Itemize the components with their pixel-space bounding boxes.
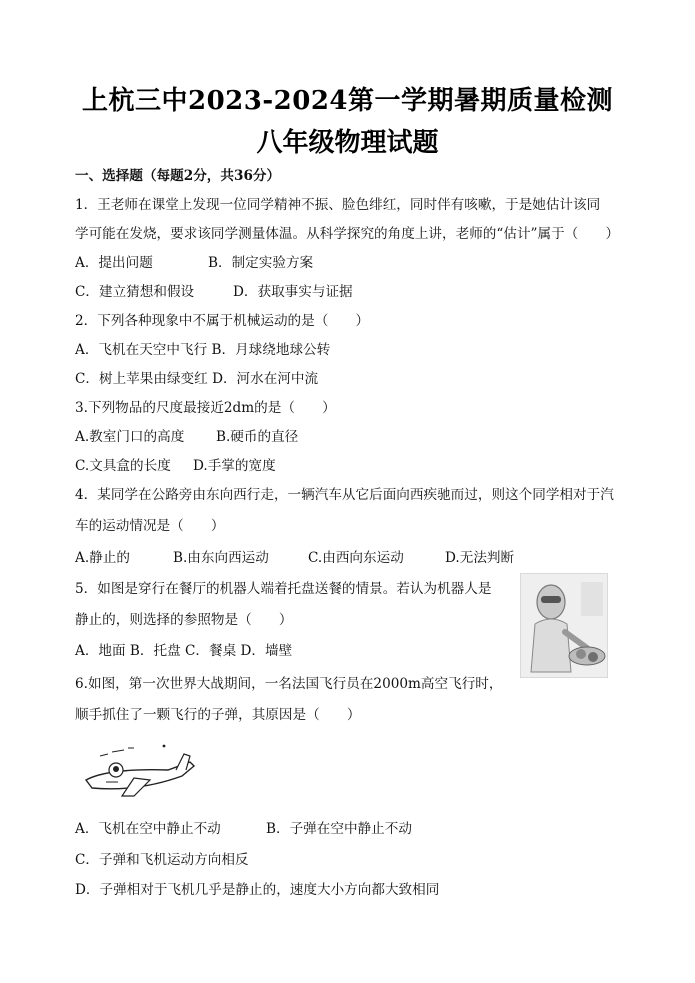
- q3-option-d: D.手掌的宽度: [193, 458, 276, 474]
- q4-options: [75, 549, 515, 567]
- q3-options-row1: [75, 428, 299, 446]
- exam-title: 上杭三中2023-2024第一学期暑期质量检测: [81, 86, 614, 116]
- q1-options-row2: [75, 283, 353, 301]
- q3-option-c: C.文具盒的长度: [75, 458, 171, 474]
- q1-option-b: B．制定实验方案: [208, 255, 314, 271]
- q2-options-cd: C．树上苹果由绿变红 D．河水在河中流: [75, 371, 319, 387]
- q1-stem-line2: 学可能在发烧，要求该同学测量体温。从科学探究的角度上讲，老师的“估计”属于（ ）: [75, 226, 620, 242]
- q6-stem-line1: 6.如图，第一次世界大战期间，一名法国飞行员在2000m高空飞行时，: [75, 676, 503, 692]
- q1-option-a: A．提出问题: [75, 255, 153, 271]
- section-heading: 一、选择题（每题2分，共36分）: [75, 168, 281, 184]
- q6-option-a: A．飞机在空中静止不动: [75, 821, 221, 837]
- q3-options-row2: [75, 457, 276, 475]
- q3-option-b: B.硬币的直径: [216, 429, 299, 445]
- robot-waiter-icon: [521, 574, 607, 677]
- q1-option-d: D．获取事实与证据: [233, 284, 353, 300]
- q4-stem-line1: 4．某同学在公路旁由东向西行走，一辆汽车从它后面向西疾驰而过，则这个同学相对于汽: [75, 487, 614, 503]
- q4-stem-line2: 车的运动情况是（ ）: [75, 518, 225, 534]
- q4-option-a: A.静止的: [75, 550, 130, 566]
- robot-waiter-figure: [520, 573, 608, 678]
- q2-options-ab: A．飞机在天空中飞行 B．月球绕地球公转: [75, 342, 331, 358]
- q6-option-b: B．子弹在空中静止不动: [266, 821, 412, 837]
- q2-stem: 2．下列各种现象中不属于机械运动的是（ ）: [75, 313, 370, 329]
- q4-option-b: B.由东向西运动: [173, 550, 269, 566]
- airplane-icon: [78, 740, 200, 800]
- q6-option-d: D．子弹相对于飞机几乎是静止的，速度大小方向都大致相同: [75, 882, 440, 898]
- q6-options-row1: [75, 820, 412, 838]
- q5-stem-line2: 静止的，则选择的参照物是（ ）: [75, 612, 293, 628]
- exam-subtitle: 八年级物理试题: [256, 128, 439, 158]
- q5-options: A．地面 B．托盘 C．餐桌 D．墙壁: [75, 643, 293, 659]
- q1-option-c: C．建立猜想和假设: [75, 284, 195, 300]
- q6-stem-line2: 顺手抓住了一颗飞行的子弹，其原因是（ ）: [75, 707, 361, 723]
- q4-option-d: D.无法判断: [445, 550, 515, 566]
- q3-option-a: A.教室门口的高度: [75, 429, 185, 445]
- q1-stem-line1: 1．王老师在课堂上发现一位同学精神不振、脸色绯红，同时伴有咳嗽，于是她估计该同: [75, 197, 601, 213]
- q4-option-c: C.由西向东运动: [308, 550, 404, 566]
- q6-option-c: C．子弹和飞机运动方向相反: [75, 852, 249, 868]
- plane-bullet-figure: [78, 740, 200, 800]
- q5-stem-line1: 5．如图是穿行在餐厅的机器人端着托盘送餐的情景。若认为机器人是: [75, 581, 492, 597]
- q1-options-row1: [75, 254, 314, 272]
- q3-stem: 3.下列物品的尺度最接近2dm的是（ ）: [75, 400, 336, 416]
